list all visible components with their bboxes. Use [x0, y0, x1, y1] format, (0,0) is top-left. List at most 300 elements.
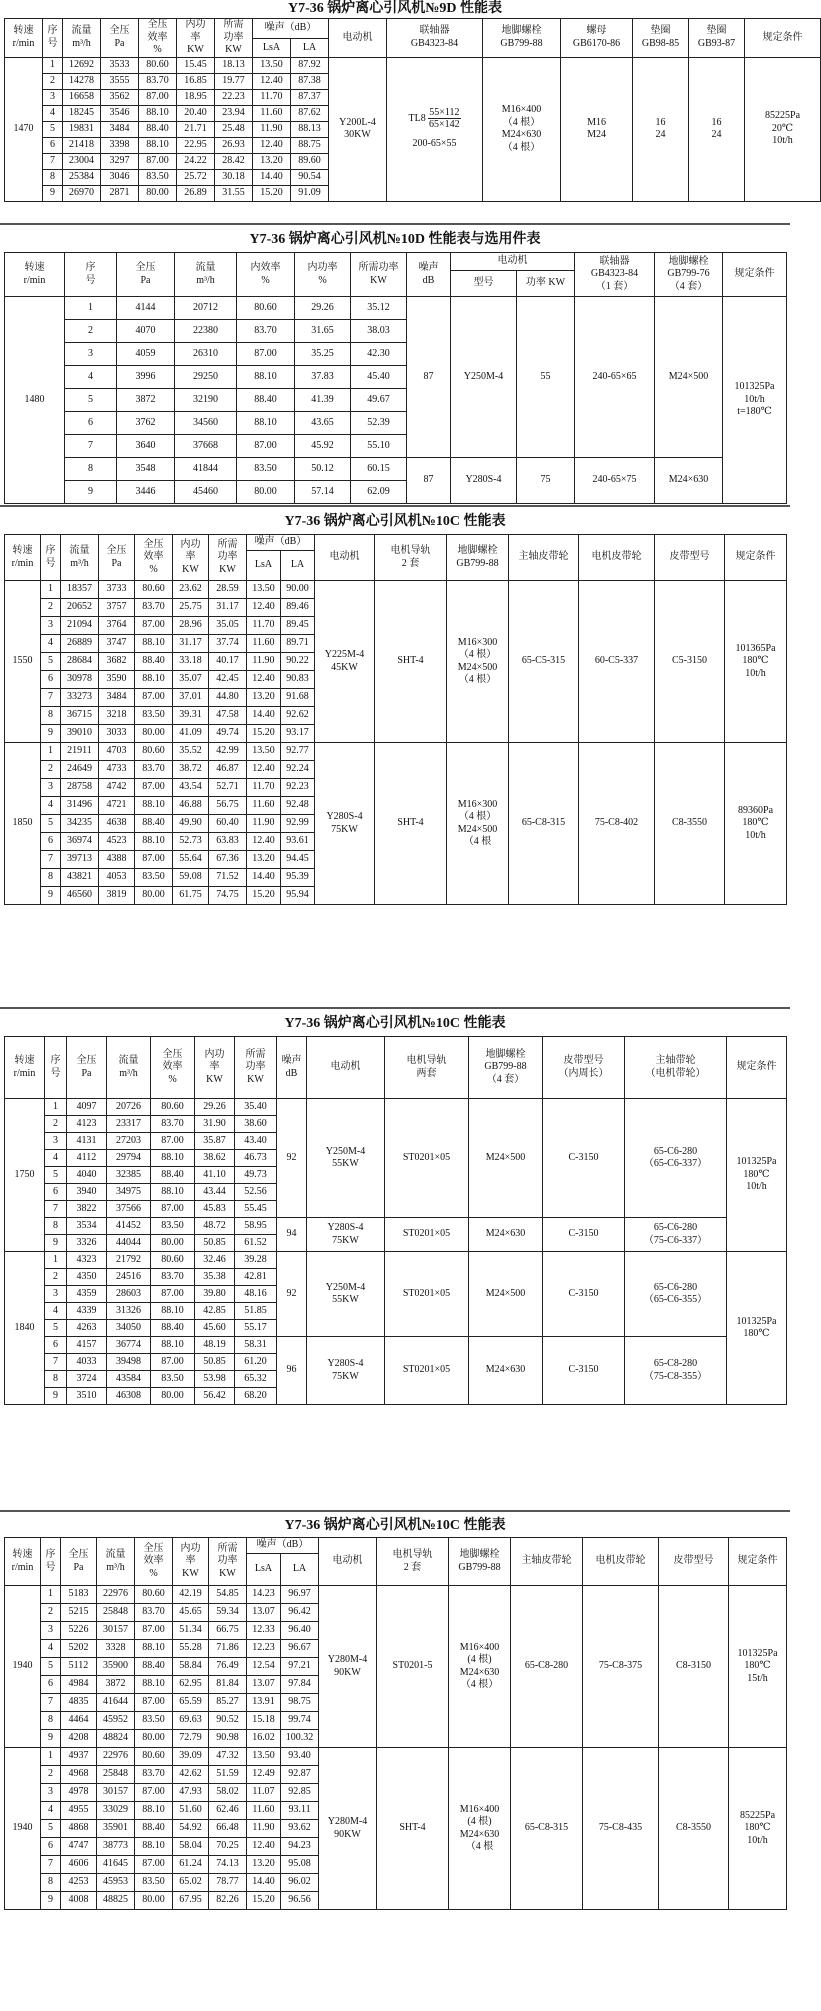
- table-10d: [4, 252, 787, 504]
- col-no-header: 序 号: [45, 1037, 67, 1099]
- col-washer-header: 垫圈 GB98-85: [633, 19, 689, 58]
- col-conditions-header: 规定条件: [725, 535, 787, 581]
- row-number-cell: 9: [43, 185, 63, 201]
- pulley-cell: 65-C6-280 （65-C6-355）: [625, 1252, 727, 1337]
- flow-cell: 28758: [61, 779, 99, 797]
- efficiency-cell: 80.00: [139, 185, 177, 201]
- col-lsa-header: LsA: [253, 39, 291, 57]
- row-number-cell: 7: [41, 851, 61, 869]
- flow-cell: 48825: [97, 1892, 135, 1910]
- pressure-cell: 5226: [61, 1622, 97, 1640]
- coupling-numerator: 55×112: [429, 107, 460, 119]
- noise-lsa-cell: 12.49: [247, 1766, 281, 1784]
- required-power-cell: 31.55: [215, 185, 253, 201]
- efficiency-cell: 80.00: [135, 887, 173, 905]
- noise-cell: 92: [277, 1252, 307, 1337]
- table-10c-a-body: [5, 581, 787, 905]
- table-row: [5, 1586, 787, 1604]
- pressure-cell: 4638: [99, 815, 135, 833]
- pressure-cell: 3297: [101, 153, 139, 169]
- power-cell: 56.42: [195, 1388, 235, 1405]
- table-10c-b-body: [5, 1099, 787, 1405]
- col-power-header: 内功 率 KW: [173, 535, 209, 581]
- pulley-cell: 65-C6-280 （75-C6-337）: [625, 1218, 727, 1252]
- pressure-cell: 4742: [99, 779, 135, 797]
- noise-la-cell: 94.45: [281, 851, 315, 869]
- efficiency-cell: 87.00: [135, 1622, 173, 1640]
- required-power-cell: 90.52: [209, 1712, 247, 1730]
- nut-cell: M16 M24: [561, 57, 633, 201]
- flow-cell: 25848: [97, 1604, 135, 1622]
- required-power-cell: 54.85: [209, 1586, 247, 1604]
- noise-lsa-cell: 14.23: [247, 1586, 281, 1604]
- flow-cell: 44044: [107, 1235, 151, 1252]
- required-power-cell: 58.31: [235, 1337, 277, 1354]
- required-power-cell: 55.10: [351, 435, 407, 458]
- pressure-cell: 4835: [61, 1694, 97, 1712]
- col-flow-header: 流量 m³/h: [61, 535, 99, 581]
- power-cell: 43.54: [173, 779, 209, 797]
- col-efficiency-header: 全压 效率 %: [151, 1037, 195, 1099]
- efficiency-cell: 88.10: [151, 1150, 195, 1167]
- flow-cell: 21094: [61, 617, 99, 635]
- power-cell: 39.09: [173, 1748, 209, 1766]
- row-number-cell: 1: [41, 581, 61, 599]
- pressure-cell: 3046: [101, 169, 139, 185]
- rail-cell: ST0201×05: [385, 1218, 469, 1252]
- row-number-cell: 5: [41, 815, 61, 833]
- power-cell: 48.72: [195, 1218, 235, 1235]
- col-la-header: LA: [281, 1554, 319, 1586]
- rail-cell: ST0201-5: [377, 1586, 449, 1748]
- coupling-spec: 200-65×55: [412, 138, 457, 150]
- washer-cell: 16 24: [633, 57, 689, 201]
- row-number-cell: 8: [65, 458, 117, 481]
- required-power-cell: 47.58: [209, 707, 247, 725]
- col-efficiency-header: 全压 效率 %: [135, 535, 173, 581]
- flow-cell: 26970: [63, 185, 101, 201]
- pressure-cell: 4123: [67, 1116, 107, 1133]
- col-power-header: 内功 率 KW: [195, 1037, 235, 1099]
- required-power-cell: 68.20: [235, 1388, 277, 1405]
- row-number-cell: 3: [41, 1622, 61, 1640]
- table-10c-b: [4, 1036, 787, 1405]
- required-power-cell: 52.56: [235, 1184, 277, 1201]
- power-cell: 45.60: [195, 1320, 235, 1337]
- col-bolt-header: 地脚螺栓 GB799-88: [449, 1538, 511, 1586]
- efficiency-cell: 88.40: [139, 121, 177, 137]
- flow-cell: 16658: [63, 89, 101, 105]
- col-rail-header: 电机导轨 两套: [385, 1037, 469, 1099]
- efficiency-cell: 83.70: [139, 73, 177, 89]
- pressure-cell: 4968: [61, 1766, 97, 1784]
- efficiency-cell: 80.00: [151, 1235, 195, 1252]
- required-power-cell: 46.73: [235, 1150, 277, 1167]
- required-power-cell: 63.83: [209, 833, 247, 851]
- efficiency-cell: 80.60: [139, 57, 177, 73]
- flow-cell: 32385: [107, 1167, 151, 1184]
- table-10c-c-body: [5, 1586, 787, 1910]
- required-power-cell: 76.49: [209, 1658, 247, 1676]
- efficiency-cell: 83.50: [151, 1371, 195, 1388]
- row-number-cell: 6: [41, 833, 61, 851]
- power-cell: 29.26: [295, 297, 351, 320]
- efficiency-cell: 88.10: [135, 635, 173, 653]
- noise-la-cell: 97.21: [281, 1658, 319, 1676]
- flow-cell: 29250: [175, 366, 237, 389]
- belt-cell: C-3150: [543, 1252, 625, 1337]
- required-power-cell: 52.71: [209, 779, 247, 797]
- power-cell: 35.52: [173, 743, 209, 761]
- col-pulley-header: 主轴皮带轮: [511, 1538, 583, 1586]
- row-number-cell: 3: [65, 343, 117, 366]
- pressure-cell: 3033: [99, 725, 135, 743]
- col-bolt-header: 地脚螺栓 GB799-88: [483, 19, 561, 58]
- col-flow-header: 流量 m³/h: [63, 19, 101, 58]
- noise-la-cell: 91.68: [281, 689, 315, 707]
- motor-pulley-cell: 75-C8-435: [583, 1748, 659, 1910]
- flow-cell: 45952: [97, 1712, 135, 1730]
- conditions-cell: 89360Pa 180℃ 10t/h: [725, 743, 787, 905]
- pressure-cell: 4263: [67, 1320, 107, 1337]
- belt-cell: C8-3550: [659, 1748, 729, 1910]
- coupling-cell: [387, 57, 483, 201]
- speed-cell: 1550: [5, 581, 41, 743]
- pressure-cell: 4747: [61, 1838, 97, 1856]
- noise-la-cell: 87.62: [291, 105, 329, 121]
- power-cell: 26.89: [177, 185, 215, 201]
- required-power-cell: 61.52: [235, 1235, 277, 1252]
- power-cell: 54.92: [173, 1820, 209, 1838]
- conditions-cell: 101325Pa 180℃: [727, 1252, 787, 1405]
- power-cell: 62.95: [173, 1676, 209, 1694]
- power-cell: 50.12: [295, 458, 351, 481]
- power-cell: 59.08: [173, 869, 209, 887]
- col-efficiency-header: 全压 效率 %: [135, 1538, 173, 1586]
- efficiency-cell: 83.50: [135, 707, 173, 725]
- pressure-cell: 3533: [101, 57, 139, 73]
- noise-la-cell: 87.38: [291, 73, 329, 89]
- noise-la-cell: 90.83: [281, 671, 315, 689]
- col-required-power-header: 所需 功率 KW: [209, 1538, 247, 1586]
- motor-pulley-cell: 75-C8-375: [583, 1586, 659, 1748]
- efficiency-cell: 88.40: [135, 1820, 173, 1838]
- efficiency-cell: 88.10: [151, 1337, 195, 1354]
- speed-cell: 1940: [5, 1586, 41, 1748]
- required-power-cell: 18.13: [215, 57, 253, 73]
- bolt-cell: M24×630: [469, 1218, 543, 1252]
- col-conditions-header: 规定条件: [729, 1538, 787, 1586]
- noise-cell: 87: [407, 458, 451, 504]
- conditions-cell: 101365Pa 180℃ 10t/h: [725, 581, 787, 743]
- noise-lsa-cell: 13.50: [247, 581, 281, 599]
- efficiency-cell: 83.70: [135, 761, 173, 779]
- flow-cell: 43821: [61, 869, 99, 887]
- bolt-cell: M16×400 (4 根) M24×630 （4 根: [449, 1748, 511, 1910]
- flow-cell: 21418: [63, 137, 101, 153]
- pulley-cell: 65-C8-280: [511, 1586, 583, 1748]
- noise-cell: 96: [277, 1337, 307, 1405]
- required-power-cell: 30.18: [215, 169, 253, 185]
- noise-lsa-cell: 15.20: [247, 887, 281, 905]
- row-number-cell: 1: [45, 1252, 67, 1269]
- section-divider: [0, 1510, 790, 1512]
- pressure-cell: 4733: [99, 761, 135, 779]
- power-cell: 31.90: [195, 1116, 235, 1133]
- motor-cell: Y280M-4 90KW: [319, 1748, 377, 1910]
- flow-cell: 25848: [97, 1766, 135, 1784]
- flow-cell: 23317: [107, 1116, 151, 1133]
- col-nut-header: 螺母 GB6170-86: [561, 19, 633, 58]
- row-number-cell: 6: [41, 671, 61, 689]
- flow-cell: 37566: [107, 1201, 151, 1218]
- required-power-cell: 65.32: [235, 1371, 277, 1388]
- efficiency-cell: 83.70: [135, 599, 173, 617]
- required-power-cell: 66.75: [209, 1622, 247, 1640]
- row-number-cell: 1: [41, 1586, 61, 1604]
- motor-cell: Y280M-4 90KW: [319, 1586, 377, 1748]
- efficiency-cell: 83.50: [151, 1218, 195, 1235]
- flow-cell: 20712: [175, 297, 237, 320]
- power-cell: 42.19: [173, 1586, 209, 1604]
- row-number-cell: 5: [45, 1167, 67, 1184]
- required-power-cell: 70.25: [209, 1838, 247, 1856]
- table-row: [5, 458, 787, 481]
- noise-la-cell: 92.87: [281, 1766, 319, 1784]
- noise-la-cell: 96.67: [281, 1640, 319, 1658]
- motor-pulley-cell: 75-C8-402: [579, 743, 655, 905]
- efficiency-cell: 88.10: [135, 1676, 173, 1694]
- noise-la-cell: 98.75: [281, 1694, 319, 1712]
- efficiency-cell: 88.40: [135, 653, 173, 671]
- coupling-denominator: 65×142: [429, 119, 460, 131]
- power-cell: 65.02: [173, 1874, 209, 1892]
- motor-cell: Y250M-4 55KW: [307, 1099, 385, 1218]
- required-power-cell: 81.84: [209, 1676, 247, 1694]
- row-number-cell: 1: [45, 1099, 67, 1116]
- required-power-cell: 42.45: [209, 671, 247, 689]
- power-cell: 38.72: [173, 761, 209, 779]
- noise-cell: 87: [407, 297, 451, 458]
- required-power-cell: 90.98: [209, 1730, 247, 1748]
- noise-lsa-cell: 11.70: [253, 89, 291, 105]
- noise-lsa-cell: 12.40: [247, 599, 281, 617]
- efficiency-cell: 83.70: [237, 320, 295, 343]
- noise-lsa-cell: 12.40: [253, 137, 291, 153]
- row-number-cell: 4: [41, 635, 61, 653]
- noise-la-cell: 94.23: [281, 1838, 319, 1856]
- flow-cell: 27203: [107, 1133, 151, 1150]
- col-coupling-header: 联轴器 GB4323-84: [387, 19, 483, 58]
- pressure-cell: 4208: [61, 1730, 97, 1748]
- noise-lsa-cell: 11.90: [247, 815, 281, 833]
- noise-lsa-cell: 13.20: [247, 689, 281, 707]
- flow-cell: 22976: [97, 1748, 135, 1766]
- noise-lsa-cell: 14.40: [247, 869, 281, 887]
- noise-cell: 94: [277, 1218, 307, 1252]
- row-number-cell: 4: [45, 1150, 67, 1167]
- table-10c-a: [4, 534, 787, 905]
- noise-la-cell: 96.42: [281, 1604, 319, 1622]
- motor-cell: Y250M-4 55KW: [307, 1252, 385, 1337]
- required-power-cell: 55.45: [235, 1201, 277, 1218]
- col-no-header: 序 号: [41, 535, 61, 581]
- row-number-cell: 3: [45, 1133, 67, 1150]
- noise-lsa-cell: 15.20: [247, 725, 281, 743]
- section-divider: [0, 1007, 790, 1009]
- required-power-cell: 40.17: [209, 653, 247, 671]
- pressure-cell: 2871: [101, 185, 139, 201]
- flow-cell: 26310: [175, 343, 237, 366]
- noise-la-cell: 100.32: [281, 1730, 319, 1748]
- motor-cell: Y280S-4 75KW: [307, 1218, 385, 1252]
- table-row: [5, 743, 787, 761]
- flow-cell: 12692: [63, 57, 101, 73]
- pressure-cell: 3762: [117, 412, 175, 435]
- pressure-cell: 4112: [67, 1150, 107, 1167]
- pressure-cell: 4253: [61, 1874, 97, 1892]
- required-power-cell: 22.23: [215, 89, 253, 105]
- efficiency-cell: 83.70: [151, 1269, 195, 1286]
- efficiency-cell: 83.50: [135, 869, 173, 887]
- required-power-cell: 51.59: [209, 1766, 247, 1784]
- bolt-cell: M16×400 （4 根） M24×630 （4 根）: [483, 57, 561, 201]
- efficiency-cell: 80.00: [135, 725, 173, 743]
- power-cell: 61.75: [173, 887, 209, 905]
- noise-lsa-cell: 15.18: [247, 1712, 281, 1730]
- required-power-cell: 62.09: [351, 481, 407, 504]
- power-cell: 31.65: [295, 320, 351, 343]
- row-number-cell: 6: [65, 412, 117, 435]
- required-power-cell: 49.74: [209, 725, 247, 743]
- noise-la-cell: 88.75: [291, 137, 329, 153]
- pressure-cell: 4008: [61, 1892, 97, 1910]
- required-power-cell: 74.13: [209, 1856, 247, 1874]
- col-speed-header: 转速 r/min: [5, 1538, 41, 1586]
- required-power-cell: 82.26: [209, 1892, 247, 1910]
- row-number-cell: 9: [41, 725, 61, 743]
- col-belt-header: 皮带型号: [655, 535, 725, 581]
- power-cell: 53.98: [195, 1371, 235, 1388]
- flow-cell: 36974: [61, 833, 99, 851]
- power-cell: 67.95: [173, 1892, 209, 1910]
- flow-cell: 35901: [97, 1820, 135, 1838]
- pulley-cell: 65-C8-315: [511, 1748, 583, 1910]
- flow-cell: 34560: [175, 412, 237, 435]
- pressure-cell: 4984: [61, 1676, 97, 1694]
- power-cell: 43.44: [195, 1184, 235, 1201]
- flow-cell: 26889: [61, 635, 99, 653]
- noise-la-cell: 88.13: [291, 121, 329, 137]
- col-speed-header: 转速 r/min: [5, 253, 65, 297]
- efficiency-cell: 80.60: [135, 581, 173, 599]
- belt-cell: C-3150: [543, 1218, 625, 1252]
- flow-cell: 14278: [63, 73, 101, 89]
- table-10c-c: [4, 1537, 787, 1910]
- row-number-cell: 3: [45, 1286, 67, 1303]
- section-10d: [4, 228, 786, 504]
- efficiency-cell: 87.00: [135, 779, 173, 797]
- efficiency-cell: 88.10: [135, 671, 173, 689]
- flow-cell: 20726: [107, 1099, 151, 1116]
- required-power-cell: 85.27: [209, 1694, 247, 1712]
- required-power-cell: 47.32: [209, 1748, 247, 1766]
- section-10c-b: [4, 1012, 786, 1405]
- pressure-cell: 3640: [117, 435, 175, 458]
- table-10d-body: [5, 297, 787, 504]
- pressure-cell: 3724: [67, 1371, 107, 1388]
- speed-cell: 1470: [5, 57, 43, 201]
- col-bolt-header: 地脚螺栓 GB799-76 （4 套）: [655, 253, 723, 297]
- noise-lsa-cell: 11.70: [247, 617, 281, 635]
- row-number-cell: 8: [45, 1371, 67, 1388]
- rail-cell: SHT-4: [375, 581, 447, 743]
- flow-cell: 22380: [175, 320, 237, 343]
- noise-lsa-cell: 13.20: [253, 153, 291, 169]
- belt-cell: C8-3150: [659, 1586, 729, 1748]
- row-number-cell: 3: [41, 617, 61, 635]
- power-cell: 41.39: [295, 389, 351, 412]
- power-cell: 29.26: [195, 1099, 235, 1116]
- noise-cell: 92: [277, 1099, 307, 1218]
- col-lsa-header: LsA: [247, 1554, 281, 1586]
- section-divider: [0, 505, 790, 507]
- bolt-cell: M16×400 (4 根) M24×630 （4 根）: [449, 1586, 511, 1748]
- power-cell: 33.18: [173, 653, 209, 671]
- power-cell: 42.85: [195, 1303, 235, 1320]
- col-coupling-header: 联轴器 GB4323-84 （1 套）: [575, 253, 655, 297]
- col-no-header: 序 号: [43, 19, 63, 58]
- efficiency-cell: 87.00: [151, 1286, 195, 1303]
- flow-cell: 34050: [107, 1320, 151, 1337]
- col-conditions-header: 规定条件: [723, 253, 787, 297]
- pressure-cell: 4359: [67, 1286, 107, 1303]
- pressure-cell: 3562: [101, 89, 139, 105]
- row-number-cell: 8: [45, 1218, 67, 1235]
- washer2-cell: 16 24: [689, 57, 745, 201]
- noise-lsa-cell: 12.40: [247, 671, 281, 689]
- efficiency-cell: 87.00: [135, 617, 173, 635]
- flow-cell: 18245: [63, 105, 101, 121]
- power-cell: 35.87: [195, 1133, 235, 1150]
- efficiency-cell: 80.00: [237, 481, 295, 504]
- flow-cell: 18357: [61, 581, 99, 599]
- col-flow-header: 流量 m³/h: [175, 253, 237, 297]
- noise-la-cell: 93.62: [281, 1820, 319, 1838]
- bolt-cell: M24×630: [469, 1337, 543, 1405]
- row-number-cell: 9: [45, 1388, 67, 1405]
- pressure-cell: 4097: [67, 1099, 107, 1116]
- col-speed-header: 转速 r/min: [5, 19, 43, 58]
- row-number-cell: 1: [41, 743, 61, 761]
- pressure-cell: 3398: [101, 137, 139, 153]
- noise-la-cell: 92.24: [281, 761, 315, 779]
- power-cell: 55.64: [173, 851, 209, 869]
- efficiency-cell: 88.40: [151, 1167, 195, 1184]
- section-9d: [4, 0, 803, 202]
- efficiency-cell: 80.00: [151, 1388, 195, 1405]
- flow-cell: 20652: [61, 599, 99, 617]
- flow-cell: 39498: [107, 1354, 151, 1371]
- required-power-cell: 43.40: [235, 1133, 277, 1150]
- required-power-cell: 60.40: [209, 815, 247, 833]
- power-cell: 38.62: [195, 1150, 235, 1167]
- row-number-cell: 7: [45, 1354, 67, 1371]
- speed-cell: 1940: [5, 1748, 41, 1910]
- flow-cell: 30157: [97, 1784, 135, 1802]
- pressure-cell: 4350: [67, 1269, 107, 1286]
- row-number-cell: 9: [65, 481, 117, 504]
